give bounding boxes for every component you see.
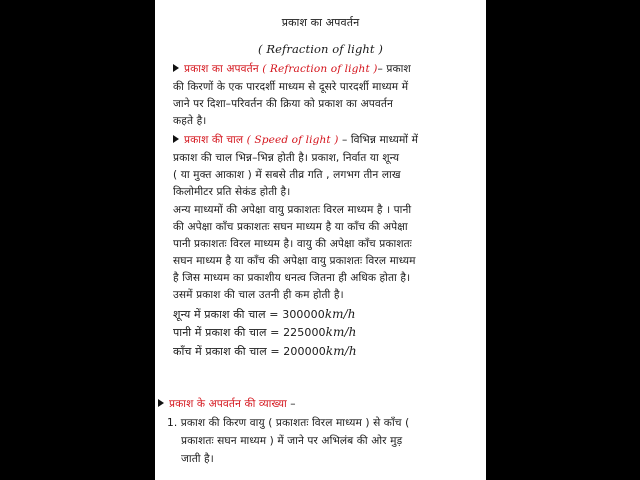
section1-line3: जाने पर दिशा–परिवर्तन की क्रिया को प्रकाश का अपवर्तन <box>173 98 394 110</box>
section3-item1-line1 <box>167 416 486 431</box>
section3-item1-line3: जाती है। <box>181 453 214 465</box>
speed-value: 200000 <box>283 345 326 358</box>
arrow-bullet-icon <box>173 64 179 72</box>
section2-line3: ( या मुक्त आकाश ) में सबसे तीव्र गति , लगभग तीन लाख <box>173 169 401 181</box>
section1-line1 <box>173 62 486 77</box>
speed-vacuum <box>173 307 486 322</box>
section2-line4: किलोमीटर प्रति सेकंड होती है। <box>173 186 291 198</box>
speed-unit: km/h <box>325 344 357 358</box>
section2-line7: पानी प्रकाशतः विरल माध्यम है। वायु की अपेक्षा काँच प्रकाशतः <box>173 238 412 250</box>
page-subtitle: ( Refraction of light ) <box>258 42 383 56</box>
section3-item1-line2: प्रकाशतः सघन माध्यम ) में जाने पर अभिलंब की ओर मुड़ <box>181 435 403 447</box>
document-page <box>155 0 486 480</box>
section2-line1-tail: – विभिन्न माध्यमों में <box>341 134 419 146</box>
section2-line9: है जिस माध्यम का प्रकाशीय धनत्व जितना ही अधिक होता है। <box>173 272 411 284</box>
speed-value: 300000 <box>282 308 325 321</box>
section2-line6: की अपेक्षा काँच प्रकाशतः सघन माध्यम है या काँच की अपेक्षा <box>173 221 408 233</box>
section3-heading-tail: – <box>290 398 296 410</box>
section2-heading: प्रकाश की चाल <box>184 134 244 146</box>
section2-heading-en: ( Speed of light ) <box>246 134 339 146</box>
arrow-bullet-icon <box>158 399 164 407</box>
speed-value: 225000 <box>283 326 326 339</box>
section1-heading-en: ( Refraction of light ) <box>262 63 378 75</box>
section1-heading: प्रकाश का अपवर्तन <box>184 63 259 75</box>
section1-line4: कहते है। <box>173 115 207 127</box>
list-number: 1. <box>167 417 178 429</box>
speed-unit: km/h <box>324 307 356 321</box>
section2-line5: अन्य माध्यमों की अपेक्षा वायु प्रकाशतः विरल माध्यम है । पानी <box>173 204 412 216</box>
page-title: प्रकाश का अपवर्तन <box>281 16 360 29</box>
section3-heading: प्रकाश के अपवर्तन की व्याख्या <box>169 398 287 410</box>
section2-line8: सघन माध्यम है या काँच की अपेक्षा वायु प्रकाशतः विरल माध्यम <box>173 255 416 267</box>
speed-glass <box>173 344 486 359</box>
section2-line2: प्रकाश की चाल भिन्न–भिन्न होती है। प्रकाश, निर्वात या शून्य <box>173 152 400 164</box>
speed-water <box>173 325 486 340</box>
item-text: प्रकाश की किरण वायु ( प्रकाशतः विरल माध्यम ) से काँच ( <box>180 417 410 429</box>
arrow-bullet-icon <box>173 135 179 143</box>
section2-line1 <box>173 133 486 148</box>
speed-label: काँच में प्रकाश की चाल = <box>173 345 280 358</box>
section1-line1-tail: – प्रकाश <box>377 63 411 75</box>
section2-line10: उसमें प्रकाश की चाल उतनी ही कम होती है। <box>173 289 344 301</box>
speed-label: पानी में प्रकाश की चाल = <box>173 326 280 339</box>
section1-line2: की किरणों के एक पारदर्शी माध्यम से दूसरे पारदर्शी माध्यम में <box>173 81 409 93</box>
section3-heading-line <box>158 397 486 412</box>
speed-label: शून्य में प्रकाश की चाल = <box>173 308 279 321</box>
speed-unit: km/h <box>325 325 357 339</box>
